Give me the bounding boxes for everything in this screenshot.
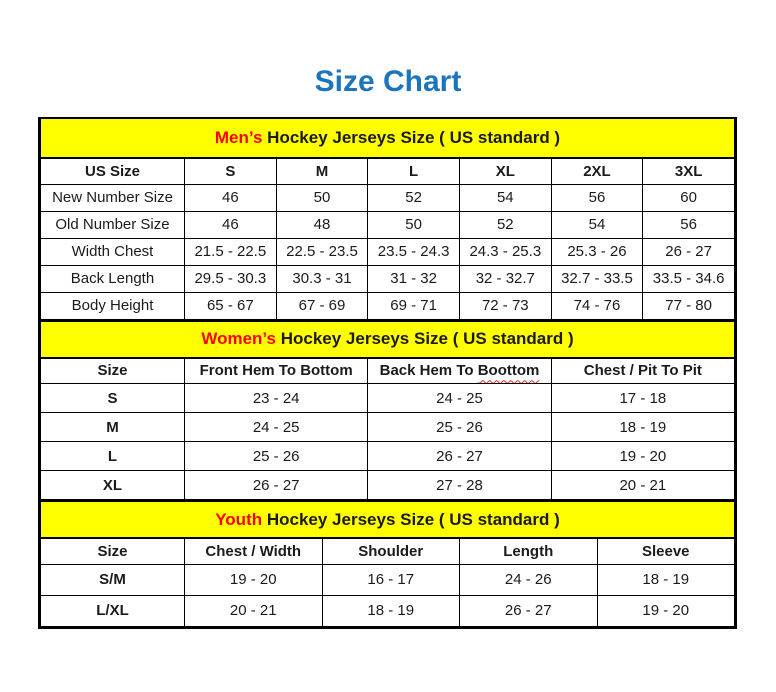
table-cell: 33.5 - 34.6 bbox=[643, 265, 735, 292]
table-cell: 46 bbox=[185, 184, 277, 211]
youth-col-length: Length bbox=[460, 538, 598, 564]
table-row-youth-sm bbox=[41, 564, 735, 595]
table-cell: 74 - 76 bbox=[551, 292, 643, 319]
mens-col-us-size: US Size bbox=[41, 158, 185, 184]
womens-col-chest: Chest / Pit To Pit bbox=[551, 358, 734, 384]
youth-section-highlight: Youth bbox=[215, 509, 263, 529]
table-row-old-number-size bbox=[41, 211, 735, 238]
table-cell: 56 bbox=[551, 184, 643, 211]
table-cell: 19 - 20 bbox=[551, 442, 734, 471]
table-cell: 46 bbox=[185, 211, 277, 238]
mens-size-table bbox=[40, 119, 735, 320]
table-row-womens-s bbox=[41, 384, 735, 413]
youth-col-chest-width: Chest / Width bbox=[185, 538, 323, 564]
size-chart-tables bbox=[38, 117, 737, 629]
table-cell: 52 bbox=[459, 211, 551, 238]
mens-col-s: S bbox=[185, 158, 277, 184]
table-cell: 19 - 20 bbox=[185, 564, 323, 595]
row-label: Old Number Size bbox=[41, 211, 185, 238]
table-cell: 50 bbox=[368, 211, 460, 238]
womens-section-highlight: Women’s bbox=[201, 329, 276, 348]
table-row-womens-m bbox=[41, 413, 735, 442]
row-label: L/XL bbox=[41, 595, 185, 626]
table-cell: 30.3 - 31 bbox=[276, 265, 368, 292]
table-cell: 18 - 19 bbox=[551, 413, 734, 442]
womens-col-size: Size bbox=[41, 358, 185, 384]
womens-section-text: Hockey Jerseys Size ( US standard ) bbox=[280, 329, 574, 348]
mens-col-m: M bbox=[276, 158, 368, 184]
table-cell: 25.3 - 26 bbox=[551, 238, 643, 265]
table-cell: 22.5 - 23.5 bbox=[276, 238, 368, 265]
table-row-width-chest bbox=[41, 238, 735, 265]
table-cell: 20 - 21 bbox=[551, 471, 734, 500]
mens-col-l: L bbox=[368, 158, 460, 184]
table-cell: 20 - 21 bbox=[185, 595, 323, 626]
womens-col-back-hem bbox=[368, 358, 551, 384]
womens-section-header bbox=[41, 321, 735, 358]
table-cell: 50 bbox=[276, 184, 368, 211]
table-cell: 54 bbox=[459, 184, 551, 211]
table-cell: 67 - 69 bbox=[276, 292, 368, 319]
mens-col-3xl: 3XL bbox=[643, 158, 735, 184]
table-cell: 26 - 27 bbox=[185, 471, 368, 500]
table-cell: 72 - 73 bbox=[459, 292, 551, 319]
row-label: M bbox=[41, 413, 185, 442]
row-label: S bbox=[41, 384, 185, 413]
table-cell: 27 - 28 bbox=[368, 471, 551, 500]
table-cell: 26 - 27 bbox=[368, 442, 551, 471]
row-label: Back Length bbox=[41, 265, 185, 292]
row-label: Width Chest bbox=[41, 238, 185, 265]
youth-section-text: Hockey Jerseys Size ( US standard ) bbox=[266, 509, 560, 529]
youth-col-size: Size bbox=[41, 538, 185, 564]
table-cell: 19 - 20 bbox=[597, 595, 735, 626]
mens-section-highlight: Men’s bbox=[214, 128, 263, 147]
womens-section-band bbox=[41, 321, 735, 358]
table-cell: 32 - 32.7 bbox=[459, 265, 551, 292]
table-cell: 48 bbox=[276, 211, 368, 238]
table-cell: 23.5 - 24.3 bbox=[368, 238, 460, 265]
table-row-womens-xl bbox=[41, 471, 735, 500]
womens-size-table bbox=[40, 320, 735, 501]
womens-col-front-hem: Front Hem To Bottom bbox=[185, 358, 368, 384]
table-cell: 26 - 27 bbox=[643, 238, 735, 265]
row-label: Body Height bbox=[41, 292, 185, 319]
row-label: S/M bbox=[41, 564, 185, 595]
back-hem-label: Back Hem To bbox=[379, 362, 474, 380]
table-row-back-length bbox=[41, 265, 735, 292]
row-label: New Number Size bbox=[41, 184, 185, 211]
table-cell: 69 - 71 bbox=[368, 292, 460, 319]
mens-col-xl: XL bbox=[459, 158, 551, 184]
table-cell: 17 - 18 bbox=[551, 384, 734, 413]
table-cell: 31 - 32 bbox=[368, 265, 460, 292]
table-cell: 25 - 26 bbox=[368, 413, 551, 442]
youth-size-table bbox=[40, 500, 735, 627]
table-cell: 24 - 25 bbox=[185, 413, 368, 442]
mens-header-row bbox=[41, 158, 735, 184]
table-cell: 23 - 24 bbox=[185, 384, 368, 413]
table-cell: 24 - 26 bbox=[460, 564, 598, 595]
table-cell: 60 bbox=[643, 184, 735, 211]
youth-section-band bbox=[41, 501, 735, 538]
table-cell: 32.7 - 33.5 bbox=[551, 265, 643, 292]
misspelled-word: Boottom bbox=[477, 362, 540, 380]
table-cell: 56 bbox=[643, 211, 735, 238]
table-cell: 24.3 - 25.3 bbox=[459, 238, 551, 265]
womens-header-row bbox=[41, 358, 735, 384]
page-title: Size Chart bbox=[314, 65, 462, 98]
table-cell: 18 - 19 bbox=[597, 564, 735, 595]
table-row-new-number-size bbox=[41, 184, 735, 211]
mens-section-band bbox=[41, 119, 735, 158]
mens-col-2xl: 2XL bbox=[551, 158, 643, 184]
table-cell: 26 - 27 bbox=[460, 595, 598, 626]
table-cell: 16 - 17 bbox=[322, 564, 460, 595]
youth-section-header bbox=[41, 501, 735, 538]
table-cell: 25 - 26 bbox=[185, 442, 368, 471]
youth-col-sleeve: Sleeve bbox=[597, 538, 735, 564]
table-cell: 52 bbox=[368, 184, 460, 211]
table-row-womens-l bbox=[41, 442, 735, 471]
table-cell: 77 - 80 bbox=[643, 292, 735, 319]
table-cell: 24 - 25 bbox=[368, 384, 551, 413]
table-cell: 18 - 19 bbox=[322, 595, 460, 626]
table-cell: 65 - 67 bbox=[185, 292, 277, 319]
table-row-youth-lxl bbox=[41, 595, 735, 626]
table-row-body-height bbox=[41, 292, 735, 319]
row-label: XL bbox=[41, 471, 185, 500]
table-cell: 29.5 - 30.3 bbox=[185, 265, 277, 292]
youth-col-shoulder: Shoulder bbox=[322, 538, 460, 564]
youth-header-row bbox=[41, 538, 735, 564]
row-label: L bbox=[41, 442, 185, 471]
table-cell: 21.5 - 22.5 bbox=[185, 238, 277, 265]
mens-section-header bbox=[41, 119, 735, 158]
mens-section-text: Hockey Jerseys Size ( US standard ) bbox=[267, 128, 561, 147]
table-cell: 54 bbox=[551, 211, 643, 238]
